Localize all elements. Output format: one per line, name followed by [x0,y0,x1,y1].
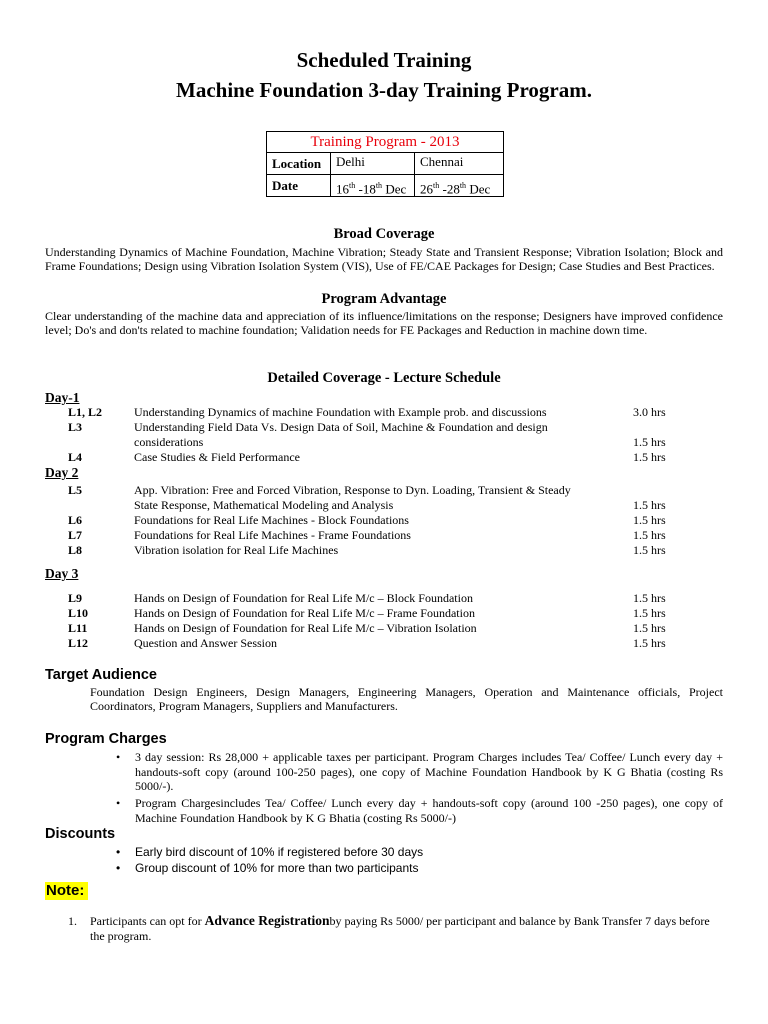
day-3-heading: Day 3 [45,566,79,581]
lecture-description: Understanding Field Data Vs. Design Data of Soil, Machine & Foundation and design considerations [134,420,548,449]
charges-item-1: 3 day session: Rs 28,000 + applicable taxes per participant. Program Charges includes Tea/ Coffee/ Lunch every day + handouts-soft copy (around 100-250 pages), one copy of Machine Foundation Handbook by K G Bhatia (costing Rs 5000/-). [135,750,723,793]
date-sup: th [349,181,356,190]
date-start: 16 [336,181,349,197]
discount-item-2: Group discount of 10% for more than two participants [135,861,419,875]
date-end: -28 [439,181,460,197]
location-chennai: Chennai [420,154,464,169]
lecture-hours: 1.5 hrs [633,498,666,512]
training-schedule-table [266,131,504,197]
date-sup: th [433,181,440,190]
lecture-code: L3 [68,420,83,434]
date-end: -18 [355,181,376,197]
date-month: Dec [466,181,491,197]
lecture-hours: 1.5 hrs [633,450,666,464]
detailed-coverage-heading: Detailed Coverage - Lecture Schedule [267,370,501,386]
location-delhi: Delhi [331,153,415,174]
table-header: Training Program - 2013 [267,132,503,153]
lecture-description: Question and Answer Session [134,636,277,650]
date-sup: th [375,181,383,190]
note-number: 1. [68,914,77,928]
date-month: Dec [382,181,407,197]
target-audience-text: Foundation Design Engineers, Design Managers, Engineering Managers, Operation and Maintenance officials, Project Coordinators, Program Managers, Suppliers and Manufacturers. [90,685,723,713]
location-label: Location [267,153,331,174]
lecture-code: L4 [68,450,83,464]
lecture-description: Understanding Dynamics of machine Foundation with Example prob. and discussions [134,405,547,419]
program-charges-heading: Program Charges [45,731,167,747]
page-title: Scheduled Training [296,48,472,72]
note-text [90,914,725,943]
lecture-description: Foundations for Real Life Machines - Block Foundations [134,513,409,527]
lecture-hours: 3.0 hrs [633,405,666,419]
note-text-end: by paying Rs 5000/ per participant and balance by Bank Transfer 7 days before the program. [90,914,710,943]
charges-item-2: Program Chargesincludes Tea/ Coffee/ Lunch every day + handouts-soft copy (around 100 -250 pages), one copy of Machine Foundation Handbook by K G Bhatia (costing Rs 5000/-) [135,796,723,825]
program-advantage-heading: Program Advantage [321,291,447,307]
lecture-code: L10 [68,606,89,620]
program-advantage-text: Clear understanding of the machine data and appreciation of its influence/limitations on the response; Designers have improved confidence level; Do's and don'ts related to machine foundation; Validation needs for FE Packages and Reduction in machine down time. [45,309,723,337]
lecture-code: L6 [68,513,83,527]
lecture-description: App. Vibration: Free and Forced Vibration, Response to Dyn. Loading, Transient & Steady State Response, Mathematical Modeling and Analysis [134,483,571,512]
date-sup: th [459,181,467,190]
lecture-code: L9 [68,591,83,605]
target-audience-heading: Target Audience [45,667,157,683]
location-row [267,153,503,175]
lecture-description: Hands on Design of Foundation for Real Life M/c – Block Foundation [134,591,473,605]
lecture-description: Hands on Design of Foundation for Real Life M/c – Frame Foundation [134,606,475,620]
bullet-icon: • [116,845,121,859]
lecture-code: L12 [68,636,89,650]
bullet-icon: • [116,861,121,875]
date-label: Date [267,175,331,196]
note-heading: Note: [45,882,88,900]
discount-item-1: Early bird discount of 10% if registered before 30 days [135,845,424,859]
note-text-start: Participants can opt for [90,914,205,928]
lecture-hours: 1.5 hrs [633,513,666,527]
page-subtitle: Machine Foundation 3-day Training Program. [176,78,592,102]
date-chennai [415,175,503,196]
date-row [267,175,503,196]
date-delhi [331,175,415,196]
bullet-icon: • [116,750,121,764]
lecture-code: L8 [68,543,83,557]
date-start: 26 [420,181,433,197]
bullet-icon: • [116,796,121,810]
lecture-hours: 1.5 hrs [633,591,666,605]
lecture-code: L7 [68,528,83,542]
lecture-hours: 1.5 hrs [633,528,666,542]
day-1-heading: Day-1 [45,390,80,405]
lecture-hours: 1.5 hrs [633,543,666,557]
lecture-description: Hands on Design of Foundation for Real Life M/c – Vibration Isolation [134,621,477,635]
lecture-description: Vibration isolation for Real Life Machines [134,543,339,557]
broad-coverage-text: Understanding Dynamics of Machine Foundation, Machine Vibration; Steady State and Transient Response; Vibration Isolation; Block and Frame Foundations; Design using Vibration Isolation System (VIS), Use of FE/CAE Packages for Design; Case Studies and Best Practices. [45,245,723,273]
discounts-heading: Discounts [45,826,116,842]
day-2-heading: Day 2 [45,465,79,480]
lecture-hours: 1.5 hrs [633,606,666,620]
lecture-hours: 1.5 hrs [633,621,666,635]
lecture-description: Foundations for Real Life Machines - Frame Foundations [134,528,411,542]
advance-registration-label: Advance Registration [204,913,330,928]
lecture-hours: 1.5 hrs [633,636,666,650]
lecture-code: L5 [68,483,83,497]
lecture-code: L11 [68,621,88,635]
broad-coverage-heading: Broad Coverage [333,226,435,242]
lecture-hours: 1.5 hrs [633,435,666,449]
lecture-code: L1, L2 [68,405,103,419]
lecture-description: Case Studies & Field Performance [134,450,300,464]
